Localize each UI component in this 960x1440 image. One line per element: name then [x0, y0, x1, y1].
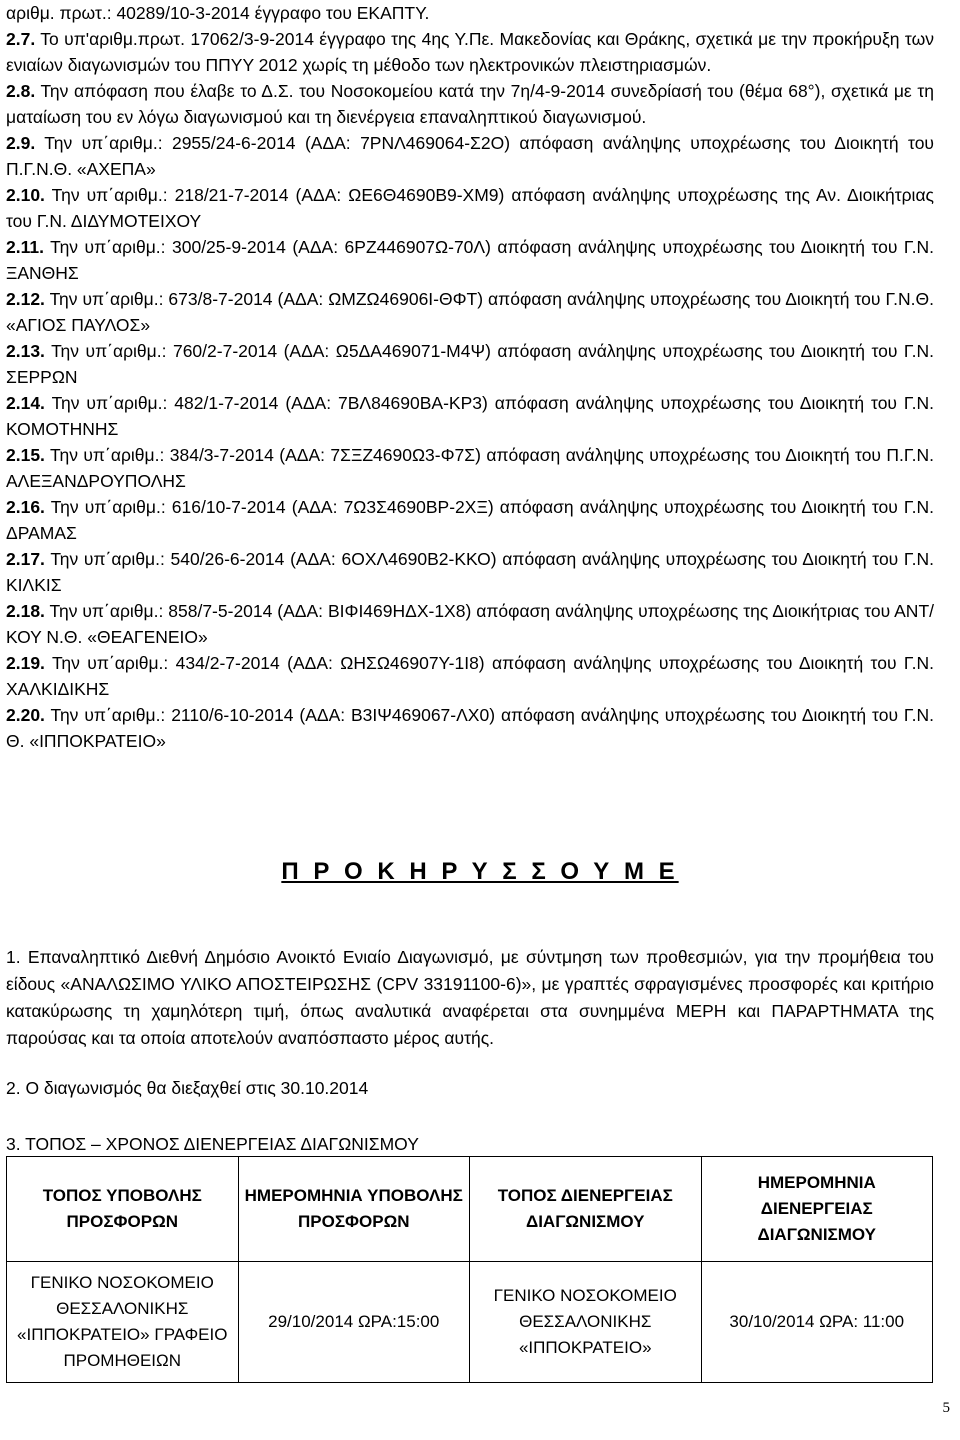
table-header-cell: ΗΜΕΡΟΜΗΝΙΑ ΔΙΕΝΕΡΓΕΙΑΣ ΔΙΑΓΩΝΙΣΜΟΥ: [701, 1157, 933, 1262]
list-item: [6, 182, 934, 234]
item-number: 2.18.: [6, 601, 45, 621]
list-item: [6, 338, 934, 390]
table-cell: 29/10/2014 ΩΡΑ:15:00: [238, 1262, 470, 1383]
list-item: [6, 546, 934, 598]
item-text: Την υπ΄αριθμ.: 616/10-7-2014 (ΑΔΑ: 7Ω3Σ4690ΒΡ-2ΧΞ) απόφαση ανάληψης υποχρέωσης του Διοικητή του Γ.Ν. ΔΡΑΜΑΣ: [6, 497, 934, 543]
list-item: [6, 702, 934, 754]
table-cell: ΓΕΝΙΚΟ ΝΟΣΟΚΟΜΕΙΟ ΘΕΣΣΑΛΟΝΙΚΗΣ «ΙΠΠΟΚΡΑΤΕΙΟ»: [470, 1262, 702, 1383]
considerations-list: [6, 0, 934, 754]
table-header-row: [7, 1157, 933, 1262]
section-heading: Π Ρ Ο Κ Η Ρ Υ Σ Σ Ο Υ Μ Ε: [281, 858, 679, 885]
table-header-cell: ΤΟΠΟΣ ΔΙΕΝΕΡΓΕΙΑΣ ΔΙΑΓΩΝΙΣΜΟΥ: [470, 1157, 702, 1262]
item-number: 2.13.: [6, 341, 45, 361]
list-item: [6, 234, 934, 286]
list-item: [6, 598, 934, 650]
paragraph-3: 3. ΤΟΠΟΣ – ΧΡΟΝΟΣ ΔΙΕΝΕΡΓΕΙΑΣ ΔΙΑΓΩΝΙΣΜΟΥ: [6, 1134, 419, 1154]
page-number: 5: [942, 1400, 950, 1416]
table-cell: 30/10/2014 ΩΡΑ: 11:00: [701, 1262, 933, 1383]
item-number: 2.17.: [6, 549, 45, 569]
item-number: 2.7.: [6, 29, 36, 49]
table-header-cell: ΤΟΠΟΣ ΥΠΟΒΟΛΗΣ ΠΡΟΣΦΟΡΩΝ: [7, 1157, 239, 1262]
list-item: [6, 78, 934, 130]
table-row: [7, 1262, 933, 1383]
item-number: 2.16.: [6, 497, 45, 517]
item-text: Την υπ΄αριθμ.: 673/8-7-2014 (ΑΔΑ: ΩΜΖΩ46906Ι-ΘΦΤ) απόφαση ανάληψης υποχρέωσης του Διοικητή του Γ.Ν.Θ. «ΑΓΙΟΣ ΠΑΥΛΟΣ»: [6, 289, 935, 335]
table-cell: ΓΕΝΙΚΟ ΝΟΣΟΚΟΜΕΙΟ ΘΕΣΣΑΛΟΝΙΚΗΣ «ΙΠΠΟΚΡΑΤΕΙΟ» ΓΡΑΦΕΙΟ ΠΡΟΜΗΘΕΙΩΝ: [7, 1262, 239, 1383]
item-number: 2.10.: [6, 185, 45, 205]
list-item: [6, 0, 934, 26]
table-header-cell: ΗΜΕΡΟΜΗΝΙΑ ΥΠΟΒΟΛΗΣ ΠΡΟΣΦΟΡΩΝ: [238, 1157, 470, 1262]
item-text: Την υπ΄αριθμ.: 434/2-7-2014 (ΑΔΑ: ΩΗΣΩ46907Υ-1Ι8) απόφαση ανάληψης υποχρέωσης του Διοικητή του Γ.Ν. ΧΑΛΚΙΔΙΚΗΣ: [6, 653, 934, 699]
item-number: 2.19.: [6, 653, 45, 673]
item-text: Την υπ΄αριθμ.: 2955/24-6-2014 (ΑΔΑ: 7ΡΝΛ469064-Σ2Ο) απόφαση ανάληψης υποχρέωσης του Διοικητή του Π.Γ.Ν.Θ. «ΑΧΕΠΑ»: [6, 133, 934, 179]
item-text: Το υπ'αριθμ.πρωτ. 17062/3-9-2014 έγγραφο της 4ης Υ.Πε. Μακεδονίας και Θράκης, σχετικά με την προκήρυξη των ενιαίων διαγωνισμών του ΠΠΥΥ 2012 χωρίς τη μέθοδο των ηλεκτρονικών πλειστηριασμών.: [6, 29, 934, 75]
item-number: 2.20.: [6, 705, 45, 725]
schedule-table: [6, 1156, 933, 1383]
list-item: [6, 130, 934, 182]
item-number: 2.12.: [6, 289, 45, 309]
list-item: [6, 26, 934, 78]
list-item: [6, 494, 934, 546]
item-text: Την υπ΄αριθμ.: 482/1-7-2014 (ΑΔΑ: 7ΒΛ84690ΒΑ-ΚΡ3) απόφαση ανάληψης υποχρέωσης του Διοικητή του Γ.Ν. ΚΟΜΟΤΗΝΗΣ: [6, 393, 935, 439]
list-item: [6, 390, 934, 442]
list-item: [6, 650, 934, 702]
paragraph-1: 1. Επαναληπτικό Διεθνή Δημόσιο Ανοικτό Ενιαίο Διαγωνισμό, με σύντμηση των προθεσμιών, για την προμήθεια του είδους «ΑΝΑΛΩΣΙΜΟ ΥΛΙΚΟ ΑΠΟΣΤΕΙΡΩΣΗΣ (CPV 33191100-6)», με γραπτές σφραγισμένες προσφορές και κριτήριο κατακύρωσης τη χαμηλότερη τιμή, όπως αναλυτικά αναφέρεται στα συνημμένα ΜΕΡΗ και ΠΑΡΑΡΤΗΜΑΤΑ της παρούσας και τα οποία αποτελούν αναπόσπαστο μέρος αυτής.: [6, 947, 934, 1048]
item-number: 2.8.: [6, 81, 36, 101]
item-text: Την υπ΄αριθμ.: 2110/6-10-2014 (ΑΔΑ: Β3ΙΨ469067-ΛΧ0) απόφαση ανάληψης υποχρέωσης του Διοικητή του Γ.Ν. Θ. «ΙΠΠΟΚΡΑΤΕΙΟ»: [6, 705, 934, 751]
item-text: Την υπ΄αριθμ.: 218/21-7-2014 (ΑΔΑ: ΩΕ6Θ4690Β9-ΧΜ9) απόφαση ανάληψης υποχρέωσης της Αν. Διοικήτριας του Γ.Ν. ΔΙΔΥΜΟΤΕΙΧΟΥ: [6, 185, 934, 231]
item-number: 2.11.: [6, 237, 44, 257]
item-text: Την υπ΄αριθμ.: 760/2-7-2014 (ΑΔΑ: Ω5ΔΑ469071-Μ4Ψ) απόφαση ανάληψης υποχρέωσης του Διοικητή του Γ.Ν. ΣΕΡΡΩΝ: [6, 341, 935, 387]
list-item: [6, 286, 934, 338]
item-text: αριθμ. πρωτ.: 40289/10-3-2014 έγγραφο του ΕΚΑΠΤΥ.: [6, 3, 430, 23]
item-text: Την απόφαση που έλαβε το Δ.Σ. του Νοσοκομείου κατά την 7η/4-9-2014 συνεδρίασή του (θέμα 68°), σχετικά με τη ματαίωση του εν λόγω διαγωνισμού και τη διενέργεια επαναληπτικού διαγωνισμού.: [6, 81, 934, 127]
list-item: [6, 442, 934, 494]
item-number: 2.15.: [6, 445, 45, 465]
paragraph-2: 2. Ο διαγωνισμός θα διεξαχθεί στις 30.10.2014: [6, 1078, 369, 1098]
item-number: 2.14.: [6, 393, 45, 413]
item-text: Την υπ΄αριθμ.: 384/3-7-2014 (ΑΔΑ: 7ΣΞΖ4690Ω3-Φ7Σ) απόφαση ανάληψης υποχρέωσης του Διοικητή του Π.Γ.Ν. ΑΛΕΞΑΝΔΡΟΥΠΟΛΗΣ: [6, 445, 934, 491]
item-text: Την υπ΄αριθμ.: 540/26-6-2014 (ΑΔΑ: 6ΟΧΛ4690Β2-ΚΚΟ) απόφαση ανάληψης υποχρέωσης του Διοικητή του Γ.Ν. ΚΙΛΚΙΣ: [6, 549, 935, 595]
item-text: Την υπ΄αριθμ.: 300/25-9-2014 (ΑΔΑ: 6ΡΖ446907Ω-70Λ) απόφαση ανάληψης υποχρέωσης του Διοικητή του Γ.Ν. ΞΑΝΘΗΣ: [6, 237, 935, 283]
item-number: 2.9.: [6, 133, 36, 153]
item-text: Την υπ΄αριθμ.: 858/7-5-2014 (ΑΔΑ: ΒΙΦΙ469ΗΔΧ-1Χ8) απόφαση ανάληψης υποχρέωσης της Διοικήτριας του ΑΝΤ/ΚΟΥ Ν.Θ. «ΘΕΑΓΕΝΕΙΟ»: [6, 601, 934, 647]
